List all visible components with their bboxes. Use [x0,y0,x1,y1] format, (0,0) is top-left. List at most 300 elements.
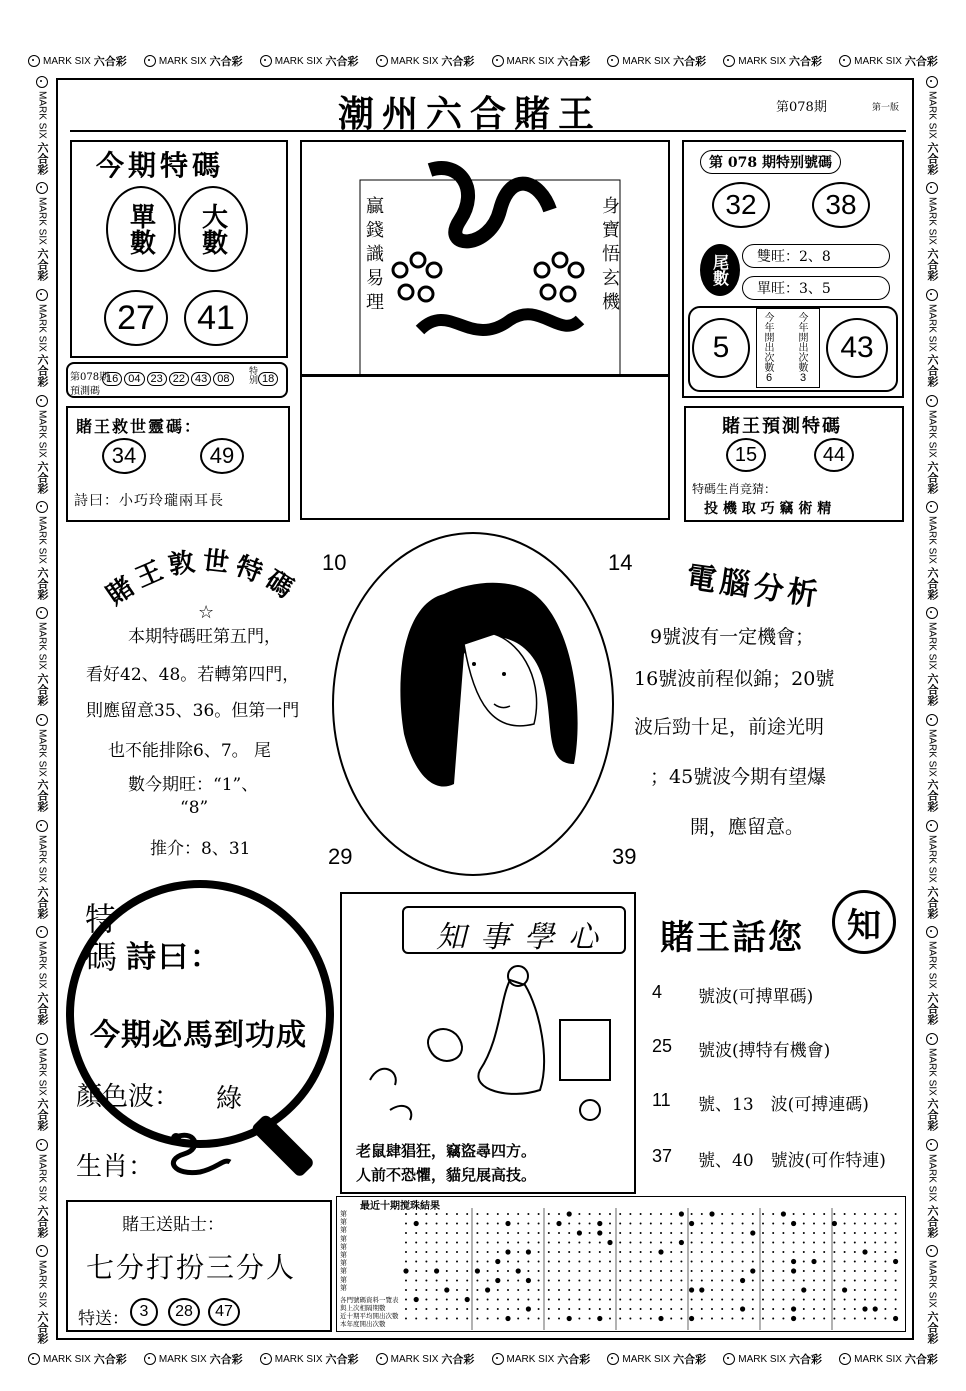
result-dot [670,1280,672,1282]
result-dot [701,1280,703,1282]
prediction-number: 16 [102,372,122,386]
banner-lower [300,376,670,520]
brand-mark [839,53,938,69]
brand-cn: 六合彩 [926,1098,938,1132]
result-dot [844,1232,846,1234]
result-dot [609,1280,611,1282]
saving-number-2: 49 [200,438,244,474]
result-dot [466,1280,468,1282]
result-dot [517,1213,519,1215]
result-dot [793,1232,795,1234]
result-dot [833,1242,835,1244]
result-dot [731,1242,733,1244]
result-hit-dot [689,1316,694,1321]
result-dot [446,1242,448,1244]
result-dot [436,1232,438,1234]
prediction-title: 賭王預測特碼 [722,416,842,437]
result-dot [895,1223,897,1225]
result-dot [476,1223,478,1225]
result-dot [487,1232,489,1234]
result-hit-dot [791,1268,796,1273]
result-dot [813,1270,815,1272]
result-dot [497,1213,499,1215]
top-border [28,46,938,76]
result-dot [548,1213,550,1215]
result-dot [568,1299,570,1301]
result-dot [425,1299,427,1301]
result-dot [517,1318,519,1320]
color-label: 顏色波： [76,1082,181,1112]
result-dot [527,1242,529,1244]
result-dot [772,1232,774,1234]
result-hit-dot [740,1278,745,1283]
brand-mark [607,53,706,69]
result-dot [762,1308,764,1310]
result-dot [742,1299,744,1301]
result-dot [619,1223,621,1225]
result-dot [844,1299,846,1301]
result-dot [670,1299,672,1301]
result-dot [548,1242,550,1244]
result-dot [405,1318,407,1320]
result-dot [752,1299,754,1301]
result-dot [772,1289,774,1291]
result-dot [568,1242,570,1244]
result-dot [813,1289,815,1291]
poem-side-label: 特碼 [80,902,118,978]
flower-icon [36,76,48,88]
result-dot [742,1232,744,1234]
result-dot [527,1232,529,1234]
result-dot [895,1299,897,1301]
result-dot [884,1299,886,1301]
result-hit-dot [679,1211,684,1216]
result-dot [854,1308,856,1310]
flower-icon [376,55,388,67]
result-dot [487,1261,489,1263]
brand-en: MARK SIX [274,1353,323,1365]
count-left-number: 5 [692,318,750,378]
flower-icon [376,1353,388,1365]
brand-en: MARK SIX [36,1047,48,1096]
result-dot [650,1232,652,1234]
result-dot [782,1280,784,1282]
flower-icon [926,1139,938,1151]
result-dot [497,1270,499,1272]
result-dot [609,1223,611,1225]
brand-en: MARK SIX [43,55,91,67]
result-hit-dot [597,1316,602,1321]
result-dot [670,1261,672,1263]
cartoon-caption-1: 老鼠肆猖狂，竊盜尋四方。 [356,1142,537,1160]
result-dot [589,1261,591,1263]
prediction-numbers [102,372,234,386]
cartoon-drawing [350,960,630,1140]
result-dot [589,1223,591,1225]
result-dot [517,1289,519,1291]
result-dot [436,1289,438,1291]
result-dot [629,1223,631,1225]
result-dot [721,1270,723,1272]
result-dot [436,1242,438,1244]
flower-icon [36,182,48,194]
result-dot [742,1289,744,1291]
rescue-title: 賭王敦世特碼 [101,546,304,612]
flower-icon [144,1353,156,1365]
result-dot [497,1223,499,1225]
result-dot [833,1280,835,1282]
result-hit-dot [750,1230,755,1235]
result-hit-dot [791,1316,796,1321]
result-dot [772,1261,774,1263]
result-dot [803,1318,805,1320]
brand-mark [924,926,940,1025]
result-dot [731,1251,733,1253]
result-dot [813,1213,815,1215]
result-dot [609,1270,611,1272]
result-dot [793,1289,795,1291]
result-dot [660,1308,662,1310]
result-dot [660,1289,662,1291]
brand-en: MARK SIX [738,1353,787,1365]
result-dot [833,1213,835,1215]
result-dot [415,1280,417,1282]
brand-en: MARK SIX [36,1153,48,1202]
analysis-line-1: 9號波有一定機會； [650,626,815,648]
result-dot [466,1223,468,1225]
flower-icon [492,1353,504,1365]
result-dot [476,1261,478,1263]
brand-cn: 六合彩 [557,1354,591,1366]
result-dot [680,1299,682,1301]
result-dot [670,1223,672,1225]
result-dot [670,1270,672,1272]
result-dot [844,1251,846,1253]
flower-icon [28,1353,40,1365]
brand-mark [34,607,50,706]
result-dot [446,1232,448,1234]
result-dot [538,1213,540,1215]
result-dot [680,1261,682,1263]
result-dot [436,1261,438,1263]
results-row-label: 第 [340,1267,347,1276]
result-dot [762,1261,764,1263]
brand-en: MARK SIX [926,834,938,883]
result-dot [497,1308,499,1310]
brand-mark [492,1351,591,1367]
result-dot [823,1242,825,1244]
result-dot [762,1223,764,1225]
flower-icon [36,820,48,832]
brand-mark [376,1351,475,1367]
result-dot [650,1223,652,1225]
flower-icon [839,1353,851,1365]
result-dot [456,1299,458,1301]
result-dot [823,1232,825,1234]
result-dot [405,1308,407,1310]
brand-cn: 六合彩 [926,354,938,388]
result-hit-dot [811,1259,816,1264]
brand-en: MARK SIX [390,55,439,67]
result-dot [589,1242,591,1244]
special-number-a: 32 [712,182,770,228]
result-dot [640,1251,642,1253]
result-dot [589,1251,591,1253]
result-hit-dot [434,1268,439,1273]
result-dot [742,1251,744,1253]
result-dot [691,1242,693,1244]
result-dot [813,1318,815,1320]
brand-mark [34,1245,50,1344]
brand-en: MARK SIX [158,1353,207,1365]
count-col2-value: 3 [800,372,807,384]
flower-icon [926,182,938,194]
tells-row-1-num: 4 [652,982,663,1002]
flower-icon [607,55,619,67]
brand-cn: 六合彩 [36,992,48,1026]
result-dot [884,1318,886,1320]
brand-en: MARK SIX [926,1047,938,1096]
result-dot [660,1232,662,1234]
brand-mark [34,1139,50,1238]
brand-mark [607,1351,706,1367]
result-dot [742,1223,744,1225]
brand-en: MARK SIX [36,728,48,777]
brand-cn: 六合彩 [36,141,48,175]
result-dot [599,1251,601,1253]
result-dot [548,1280,550,1282]
saving-poem: 詩曰：小巧玲瓏兩耳長 [74,493,224,509]
result-dot [578,1270,580,1272]
result-hit-dot [791,1221,796,1226]
result-dot [670,1289,672,1291]
result-dot [405,1223,407,1225]
result-dot [527,1213,529,1215]
brand-mark [924,76,940,175]
count-col1-value: 6 [766,372,773,384]
result-dot [833,1261,835,1263]
brand-en: MARK SIX [926,409,938,458]
know-text: 知 [847,905,881,946]
result-dot [762,1251,764,1253]
result-dot [731,1289,733,1291]
result-hit-dot [577,1230,582,1235]
brand-cn: 六合彩 [93,56,127,68]
result-hit-dot [597,1221,602,1226]
results-row-label: 第 [340,1234,347,1243]
result-dot [456,1261,458,1263]
brand-cn: 六合彩 [557,56,591,68]
result-hit-dot [893,1259,898,1264]
brand-mark [28,53,127,69]
result-dot [609,1232,611,1234]
result-dot [731,1308,733,1310]
result-dot [629,1280,631,1282]
result-dot [650,1299,652,1301]
brand-cn: 六合彩 [904,56,938,68]
result-hit-dot [403,1268,408,1273]
result-dot [466,1242,468,1244]
result-hit-dot [862,1306,867,1311]
result-hit-dot [505,1221,510,1226]
result-dot [619,1242,621,1244]
result-dot [711,1308,713,1310]
brand-mark [376,53,475,69]
result-dot [487,1318,489,1320]
result-dot [629,1232,631,1234]
result-dot [629,1242,631,1244]
result-hit-dot [465,1297,470,1302]
tells-row-2-text: 號波(搏特有機會) [698,1041,831,1061]
result-dot [711,1242,713,1244]
result-dot [558,1289,560,1291]
result-dot [405,1251,407,1253]
result-dot [538,1261,540,1263]
result-dot [456,1289,458,1291]
result-dot [895,1280,897,1282]
result-dot [476,1280,478,1282]
result-dot [701,1232,703,1234]
result-dot [813,1242,815,1244]
result-hit-dot [801,1287,806,1292]
brand-mark [723,1351,822,1367]
result-dot [415,1232,417,1234]
brand-cn: 六合彩 [926,566,938,600]
result-dot [854,1318,856,1320]
result-dot [517,1232,519,1234]
result-dot [446,1213,448,1215]
result-dot [680,1280,682,1282]
result-dot [476,1232,478,1234]
results-row-label: 第 [340,1242,347,1251]
count-right-number: 43 [826,318,888,378]
result-dot [793,1242,795,1244]
result-dot [619,1318,621,1320]
result-dot [660,1270,662,1272]
result-dot [742,1242,744,1244]
result-dot [772,1270,774,1272]
prediction-number-1: 15 [726,438,766,472]
result-dot [884,1251,886,1253]
brand-mark [34,501,50,600]
result-dot [752,1308,754,1310]
brand-mark [924,501,940,600]
result-dot [507,1308,509,1310]
result-dot [527,1270,529,1272]
result-dot [711,1280,713,1282]
result-dot [701,1308,703,1310]
result-dot [507,1232,509,1234]
result-dot [487,1299,489,1301]
result-dot [691,1213,693,1215]
result-dot [701,1261,703,1263]
result-dot [721,1308,723,1310]
result-dot [650,1270,652,1272]
result-dot [884,1213,886,1215]
result-dot [803,1280,805,1282]
result-hit-dot [414,1221,419,1226]
brand-cn: 六合彩 [36,779,48,813]
result-dot [507,1213,509,1215]
result-dot [803,1251,805,1253]
result-dot [466,1289,468,1291]
result-dot [446,1318,448,1320]
result-dot [884,1261,886,1263]
flower-icon [260,1353,272,1365]
brand-cn: 六合彩 [36,460,48,494]
result-dot [701,1251,703,1253]
brand-mark [924,1245,940,1344]
result-dot [578,1213,580,1215]
result-dot [721,1232,723,1234]
result-dot [660,1213,662,1215]
result-dot [762,1299,764,1301]
result-dot [415,1318,417,1320]
result-dot [793,1299,795,1301]
result-dot [538,1308,540,1310]
result-dot [548,1308,550,1310]
result-dot [415,1242,417,1244]
result-hit-dot [679,1240,684,1245]
result-dot [742,1261,744,1263]
result-dot [446,1280,448,1282]
cartoon-sign-text: 知事學心 [436,920,612,955]
result-dot [538,1251,540,1253]
result-hit-dot [495,1278,500,1283]
saving-number-1: 34 [102,438,146,474]
result-dot [578,1242,580,1244]
result-dot [436,1318,438,1320]
result-dot [466,1261,468,1263]
results-footer-label: 本年度開出次數 [340,1320,386,1328]
rescue-title-arc [90,540,320,630]
brand-cn: 六合彩 [926,673,938,707]
result-dot [721,1299,723,1301]
result-dot [721,1318,723,1320]
flower-icon [36,395,48,407]
result-dot [762,1213,764,1215]
results-row-labels [340,1210,347,1292]
result-hit-dot [699,1287,704,1292]
result-dot [895,1251,897,1253]
result-dot [476,1213,478,1215]
result-dot [650,1251,652,1253]
result-hit-dot [556,1221,561,1226]
result-dot [823,1289,825,1291]
result-dot [823,1280,825,1282]
brand-en: MARK SIX [506,55,555,67]
result-dot [629,1213,631,1215]
right-border [920,76,944,1344]
brand-cn: 六合彩 [904,1354,938,1366]
brand-cn: 六合彩 [36,1310,48,1344]
result-dot [752,1289,754,1291]
result-hit-dot [567,1211,572,1216]
result-dot [619,1280,621,1282]
result-dot [619,1232,621,1234]
brand-cn: 六合彩 [926,779,938,813]
result-dot [670,1232,672,1234]
result-dot [476,1299,478,1301]
result-dot [415,1270,417,1272]
analysis-line-3: 波后勁十足，前途光明 [634,716,825,738]
result-dot [436,1213,438,1215]
result-dot [436,1223,438,1225]
result-dot [436,1308,438,1310]
result-dot [670,1251,672,1253]
result-dot [538,1280,540,1282]
result-dot [895,1242,897,1244]
